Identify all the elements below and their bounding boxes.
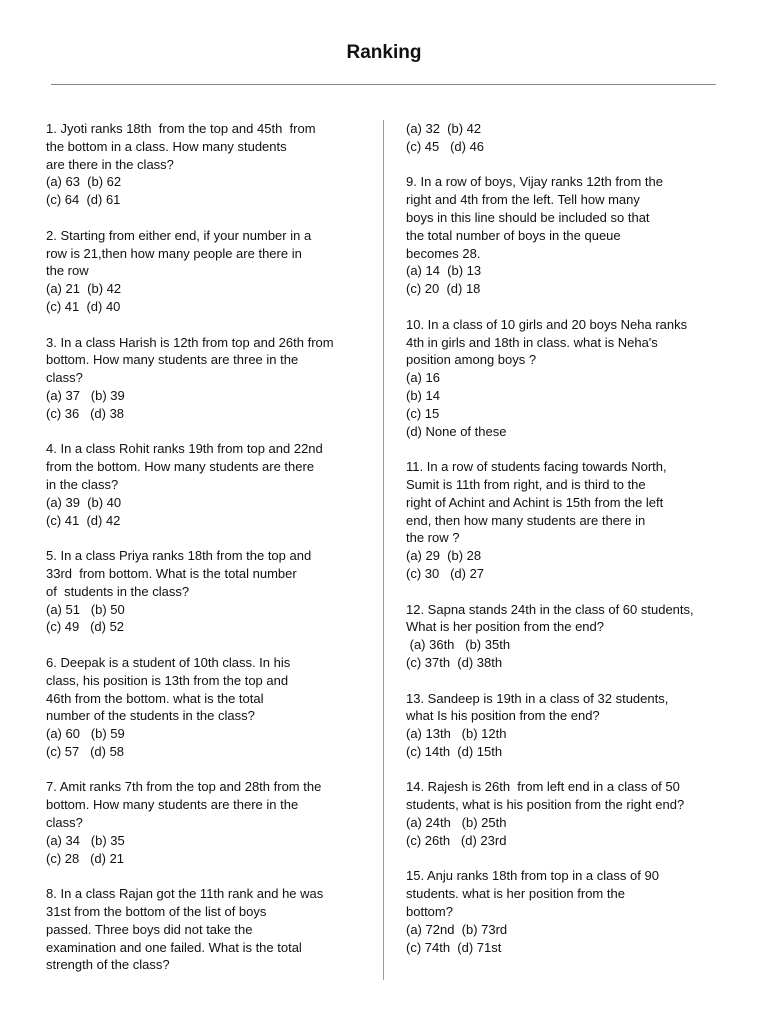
question-text-line: 46th from the bottom. what is the total (46, 690, 264, 706)
question-text-line: strength of the class? (46, 957, 170, 973)
question-text-line: 13. Sandeep is 19th in a class of 32 students, (406, 690, 669, 706)
question-text-line: 3. In a class Harish is 12th from top and 26th from (46, 334, 334, 350)
answer-options: (a) 21 (b) 42 (46, 281, 122, 297)
question-text-line: 1. Jyoti ranks 18th from the top and 45th from (46, 121, 316, 136)
right-column (406, 120, 736, 974)
question (406, 173, 736, 298)
question-text-line: passed. Three boys did not take the (46, 921, 253, 937)
question-text-line: 7. Amit ranks 7th from the top and 28th from the (46, 779, 322, 795)
answer-options: (a) 51 (b) 50 (46, 601, 125, 617)
question-text-line: boys in this line should be included so that (406, 209, 650, 225)
answer-options: (d) None of these (406, 423, 507, 439)
question-text-line: 8. In a class Rajan got the 11th rank and he was (46, 886, 324, 902)
question (406, 690, 736, 761)
question-text-line: the row ? (406, 530, 460, 546)
question (46, 885, 376, 974)
answer-options: (c) 37th (d) 38th (406, 654, 503, 670)
question (406, 120, 736, 156)
question-text-line: 11. In a row of students facing towards North, (406, 459, 667, 475)
question-text-line: bottom? (406, 904, 453, 920)
question-text-line: the total number of boys in the queue (406, 227, 621, 243)
question-text-line: 2. Starting from either end, if your number in a (46, 227, 312, 243)
answer-options: (c) 57 (d) 58 (46, 743, 125, 759)
question (406, 778, 736, 849)
question-text-line: 6. Deepak is a student of 10th class. In his (46, 654, 291, 670)
question-text-line: 4th in girls and 18th in class. what is Neha's (406, 334, 658, 350)
question-text-line: examination and one failed. What is the total (46, 939, 302, 955)
question (46, 334, 376, 423)
question-text-line: right of Achint and Achint is 15th from the left (406, 494, 664, 510)
question-text-line: row is 21,then how many people are there in (46, 245, 302, 261)
page-title: Ranking (346, 42, 422, 63)
question (46, 120, 376, 209)
question-text-line: from the bottom. How many students are there (46, 459, 315, 475)
question (406, 458, 736, 583)
answer-options: (c) 28 (d) 21 (46, 850, 125, 866)
question-text-line: of students in the class? (46, 583, 190, 599)
answer-options: (c) 14th (d) 15th (406, 743, 503, 759)
question-text-line: bottom. How many students are there in the (46, 797, 299, 813)
question-text-line: 14. Rajesh is 26th from left end in a class of 50 (406, 779, 680, 795)
question (46, 440, 376, 529)
answer-options: (a) 24th (b) 25th (406, 815, 507, 831)
answer-options: (a) 16 (406, 370, 440, 386)
answer-options: (c) 41 (d) 42 (46, 512, 121, 528)
question-text-line: 4. In a class Rohit ranks 19th from top and 22nd (46, 441, 323, 457)
answer-options: (c) 30 (d) 27 (406, 565, 485, 581)
title-rule (51, 84, 716, 85)
answer-options: (c) 49 (d) 52 (46, 619, 125, 635)
question (46, 227, 376, 316)
question-text-line: number of the students in the class? (46, 708, 255, 724)
question (406, 316, 736, 441)
answer-options: (a) 72nd (b) 73rd (406, 921, 508, 937)
question-text-line: are there in the class? (46, 156, 174, 172)
answer-options: (a) 39 (b) 40 (46, 494, 122, 510)
answer-options: (c) 74th (d) 71st (406, 939, 502, 955)
question-text-line: class? (46, 370, 83, 386)
question-text-line: 15. Anju ranks 18th from top in a class of 90 (406, 868, 659, 884)
question-text-line: becomes 28. (406, 245, 481, 261)
question-text-line: 5. In a class Priya ranks 18th from the top and (46, 548, 312, 564)
question-text-line: end, then how many students are there in (406, 512, 646, 528)
question-text-line: 31st from the bottom of the list of boys (46, 904, 267, 920)
left-column (46, 120, 376, 992)
answer-options: (c) 45 (d) 46 (406, 138, 485, 154)
question-text-line: 12. Sapna stands 24th in the class of 60 students, (406, 601, 694, 617)
question-text-line: bottom. How many students are three in the (46, 352, 299, 368)
answer-options: (a) 13th (b) 12th (406, 726, 507, 742)
answer-options: (c) 20 (d) 18 (406, 281, 481, 297)
answer-options: (a) 37 (b) 39 (46, 387, 125, 403)
question-text-line: in the class? (46, 476, 119, 492)
answer-options: (a) 34 (b) 35 (46, 832, 125, 848)
question (46, 778, 376, 867)
answer-options: (b) 14 (406, 387, 440, 403)
question-text-line: the row (46, 263, 89, 279)
answer-options: (c) 26th (d) 23rd (406, 832, 507, 848)
question (406, 867, 736, 956)
question-text-line: 9. In a row of boys, Vijay ranks 12th from the (406, 174, 663, 190)
question-text-line: What is her position from the end? (406, 619, 604, 635)
answer-options: (a) 32 (b) 42 (406, 121, 482, 136)
question-text-line: the bottom in a class. How many students (46, 138, 287, 154)
answer-options: (c) 41 (d) 40 (46, 298, 121, 314)
answer-options: (a) 60 (b) 59 (46, 726, 125, 742)
question-text-line: 33rd from bottom. What is the total number (46, 565, 297, 581)
answer-options: (c) 36 (d) 38 (46, 405, 125, 421)
answer-options: (a) 63 (b) 62 (46, 174, 122, 190)
question (46, 654, 376, 761)
answer-options: (a) 14 (b) 13 (406, 263, 482, 279)
question-text-line: class, his position is 13th from the top and (46, 672, 289, 688)
column-divider (383, 120, 384, 980)
answer-options: (c) 64 (d) 61 (46, 192, 121, 208)
answer-options: (a) 29 (b) 28 (406, 548, 482, 564)
answer-options: (c) 15 (406, 405, 440, 421)
question-text-line: Sumit is 11th from right, and is third to the (406, 476, 646, 492)
question-text-line: 10. In a class of 10 girls and 20 boys Neha ranks (406, 316, 688, 332)
question (406, 601, 736, 672)
answer-options: (a) 36th (b) 35th (406, 637, 511, 653)
question-text-line: position among boys ? (406, 352, 537, 368)
question-text-line: students. what is her position from the (406, 886, 625, 902)
question (46, 547, 376, 636)
question-text-line: what Is his position from the end? (406, 708, 600, 724)
question-text-line: students, what is his position from the right end? (406, 797, 685, 813)
question-text-line: right and 4th from the left. Tell how many (406, 192, 640, 208)
question-text-line: class? (46, 815, 83, 831)
